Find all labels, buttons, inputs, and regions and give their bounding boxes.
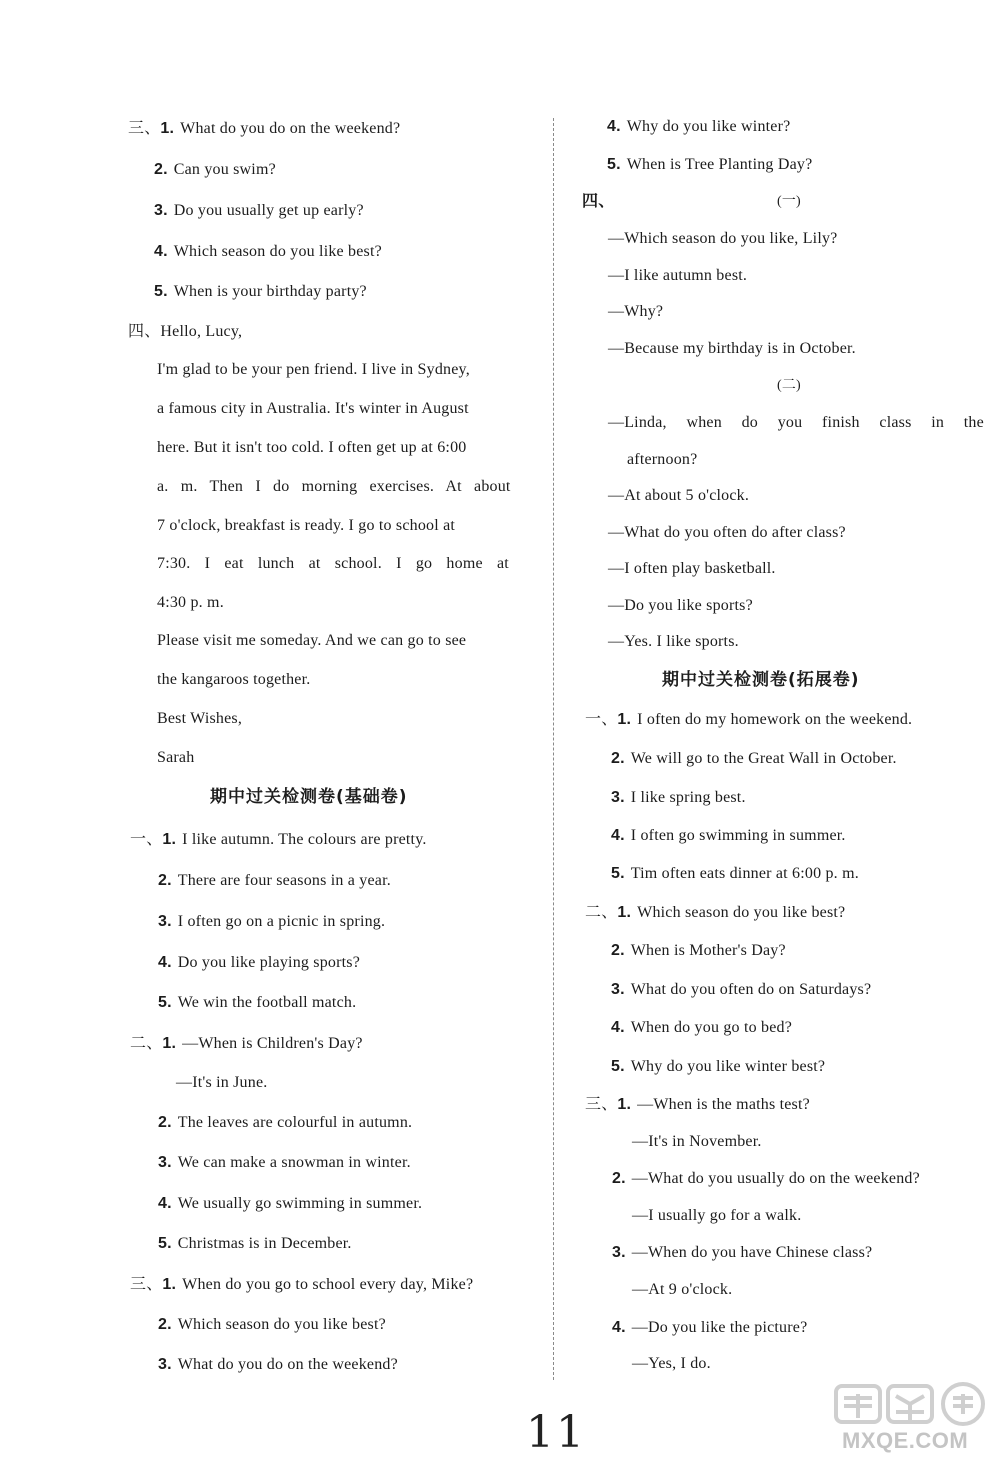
item-number: 2.: [158, 872, 172, 889]
list-item: [611, 864, 859, 884]
list-item: [611, 826, 846, 846]
item-text: Do you like playing sports?: [177, 954, 361, 971]
item-number: 2.: [154, 161, 168, 178]
list-item: [607, 155, 812, 175]
dialogue-line: —At about 5 o'clock.: [608, 487, 750, 504]
item-number: 3.: [158, 913, 172, 930]
item-number: 4.: [158, 954, 172, 971]
dialogue-word: you: [777, 414, 803, 431]
item-text: Do you usually get up early?: [173, 202, 364, 219]
column-divider: [553, 118, 554, 1380]
item-text: What do you do on the weekend?: [177, 1356, 398, 1373]
item-text: —When is Children's Day?: [182, 1035, 363, 1052]
item-text: —When is the maths test?: [637, 1096, 810, 1113]
item-number: 5.: [158, 994, 172, 1011]
item-text: Which season do you like best?: [177, 1316, 386, 1333]
item-number: 5.: [607, 156, 621, 173]
item-number: 3.: [611, 789, 625, 806]
item-text: I often go swimming in summer.: [630, 827, 846, 844]
item-text: When is Mother's Day?: [630, 942, 786, 959]
item-number: 4.: [607, 118, 621, 135]
item-number: 4.: [611, 1019, 625, 1036]
dialogue-line: —I often play basketball.: [608, 560, 776, 577]
item-number: 2.: [158, 1114, 172, 1131]
list-item: [611, 980, 871, 1000]
item-number: 4.: [154, 243, 168, 260]
part-label: (一): [777, 194, 801, 209]
item-text: Tim often eats dinner at 6:00 p. m.: [630, 865, 859, 882]
list-item: [158, 1194, 422, 1214]
item-number: 1.: [617, 904, 632, 921]
list-item: [158, 993, 356, 1013]
list-item: [611, 1018, 792, 1038]
section-label: 二、: [130, 1035, 163, 1052]
dialogue-line: —Because my birthday is in October.: [608, 340, 856, 357]
letter-line: [128, 322, 242, 342]
list-item: [611, 941, 786, 961]
list-item: [612, 1318, 807, 1338]
list-item: [130, 1275, 473, 1295]
list-item: [611, 1057, 825, 1077]
list-item: [158, 1153, 411, 1173]
item-number: 4.: [611, 827, 625, 844]
list-item: —It's in June.: [176, 1074, 268, 1091]
section-label: 二、: [585, 904, 618, 921]
list-item: [158, 1234, 352, 1254]
item-text: When is Tree Planting Day?: [626, 156, 813, 173]
item-number: 5.: [154, 283, 168, 300]
item-text: —When do you have Chinese class?: [631, 1244, 873, 1261]
item-text: We can make a snowman in winter.: [177, 1154, 411, 1171]
dialogue-line: —Which season do you like, Lily?: [608, 230, 838, 247]
list-item: [607, 117, 790, 137]
item-text: When do you go to bed?: [630, 1019, 793, 1036]
list-item: [154, 282, 367, 302]
section-label: 三、: [128, 120, 161, 137]
item-text: —Do you like the picture?: [631, 1319, 808, 1336]
list-item: [154, 160, 276, 180]
dialogue-word: do: [741, 414, 759, 431]
part-label: (二): [777, 378, 801, 393]
list-item: [612, 1169, 920, 1189]
item-number: 3.: [154, 202, 168, 219]
item-number: 3.: [158, 1356, 172, 1373]
item-number: 4.: [158, 1195, 172, 1212]
list-item: [158, 953, 360, 973]
watermark-logo-icon: [832, 1380, 990, 1428]
watermark: [832, 1380, 990, 1460]
list-item: [158, 1113, 412, 1133]
list-item: [130, 1034, 363, 1054]
item-number: 3.: [612, 1244, 626, 1261]
list-item: —I usually go for a walk.: [632, 1207, 802, 1224]
item-number: 3.: [158, 1154, 172, 1171]
list-item: [611, 788, 746, 808]
section-label: 一、: [585, 711, 618, 728]
dialogue-line: —I like autumn best.: [608, 267, 748, 284]
item-number: 1.: [162, 831, 177, 848]
item-text: What do you often do on Saturdays?: [630, 981, 872, 998]
dialogue-word: the: [963, 414, 984, 431]
item-text: We usually go swimming in summer.: [177, 1195, 423, 1212]
watermark-url: MXQE.COM: [842, 1428, 969, 1453]
list-item: [585, 710, 912, 730]
item-number: 4.: [612, 1319, 626, 1336]
list-item: [611, 749, 897, 769]
list-item: [585, 903, 845, 923]
item-number: 1.: [617, 1096, 632, 1113]
section-label: 三、: [130, 1276, 163, 1293]
item-text: Which season do you like best?: [637, 904, 846, 921]
item-number: 1.: [162, 1276, 177, 1293]
item-text: I often go on a picnic in spring.: [177, 913, 386, 930]
list-item: [612, 1243, 872, 1263]
list-item: [154, 201, 364, 221]
item-number: 1.: [162, 1035, 177, 1052]
letter-line: Please visit me someday. And we can go to see: [157, 632, 467, 649]
dialogue-line: —What do you often do after class?: [608, 524, 846, 541]
item-number: 2.: [158, 1316, 172, 1333]
dialogue-line: —Why?: [608, 303, 664, 320]
page-number: 11: [526, 1407, 586, 1458]
item-text: We will go to the Great Wall in October.: [630, 750, 897, 767]
letter-line: a famous city in Australia. It's winter in August: [157, 400, 469, 417]
dialogue-line: —Do you like sports?: [608, 597, 753, 614]
letter-line: a. m. Then I do morning exercises. At about: [157, 478, 511, 495]
item-number: 5.: [611, 865, 625, 882]
section-label: 三、: [585, 1096, 618, 1113]
letter-line: 4:30 p. m.: [157, 594, 224, 611]
list-item: —Yes, I do.: [632, 1355, 711, 1372]
list-item: [158, 1315, 386, 1335]
list-item: [158, 912, 385, 932]
letter-line: 7:30. I eat lunch at school. I go home at: [157, 555, 509, 572]
list-item: —At 9 o'clock.: [632, 1281, 733, 1298]
item-text: Christmas is in December.: [177, 1235, 352, 1252]
item-text: —What do you usually do on the weekend?: [631, 1170, 920, 1187]
item-number: 5.: [158, 1235, 172, 1252]
item-text: What do you do on the weekend?: [180, 120, 401, 137]
item-text: I like autumn. The colours are pretty.: [182, 831, 427, 848]
item-number: 1.: [160, 120, 175, 137]
letter-text: Hello, Lucy,: [160, 323, 243, 340]
item-text: We win the football match.: [177, 994, 357, 1011]
list-item: [585, 1095, 810, 1115]
list-item: [154, 242, 382, 262]
list-item: [128, 119, 400, 139]
list-item: [130, 830, 427, 850]
section-label: 四、: [128, 323, 161, 340]
dialogue-line: —Yes. I like sports.: [608, 633, 739, 650]
letter-line: the kangaroos together.: [157, 671, 311, 688]
section-label: 四、: [582, 193, 615, 210]
item-text: When do you go to school every day, Mike?: [182, 1276, 474, 1293]
section-label: 一、: [130, 831, 163, 848]
item-text: Which season do you like best?: [173, 243, 382, 260]
letter-line: Sarah: [157, 749, 195, 766]
letter-line: Best Wishes,: [157, 710, 243, 727]
list-item: —It's in November.: [632, 1133, 762, 1150]
item-number: 2.: [611, 942, 625, 959]
letter-line: I'm glad to be your pen friend. I live in Sydney,: [157, 361, 470, 378]
item-number: 1.: [617, 711, 632, 728]
item-number: 2.: [612, 1170, 626, 1187]
item-number: 2.: [611, 750, 625, 767]
dialogue-word: in: [931, 414, 945, 431]
list-item: [158, 1355, 398, 1375]
dialogue-line: [608, 413, 984, 433]
list-item: [158, 871, 391, 891]
item-text: Why do you like winter best?: [630, 1058, 826, 1075]
dialogue-line: afternoon?: [627, 451, 698, 468]
item-number: 3.: [611, 981, 625, 998]
item-text: There are four seasons in a year.: [177, 872, 391, 889]
item-text: I like spring best.: [630, 789, 746, 806]
section-title-extension: 期中过关检测卷(拓展卷): [662, 670, 860, 690]
item-text: When is your birthday party?: [173, 283, 367, 300]
item-text: The leaves are colourful in autumn.: [177, 1114, 413, 1131]
section-title-basic: 期中过关检测卷(基础卷): [210, 787, 408, 807]
item-text: Can you swim?: [173, 161, 276, 178]
dialogue-word: finish: [822, 414, 860, 431]
item-text: I often do my homework on the weekend.: [637, 711, 913, 728]
dialogue-word: —Linda,: [608, 414, 667, 431]
letter-line: 7 o'clock, breakfast is ready. I go to school at: [157, 517, 456, 534]
dialogue-word: class: [879, 414, 912, 431]
item-text: Why do you like winter?: [626, 118, 791, 135]
letter-line: here. But it isn't too cold. I often get up at 6:00: [157, 439, 467, 456]
item-number: 5.: [611, 1058, 625, 1075]
dialogue-word: when: [686, 414, 722, 431]
